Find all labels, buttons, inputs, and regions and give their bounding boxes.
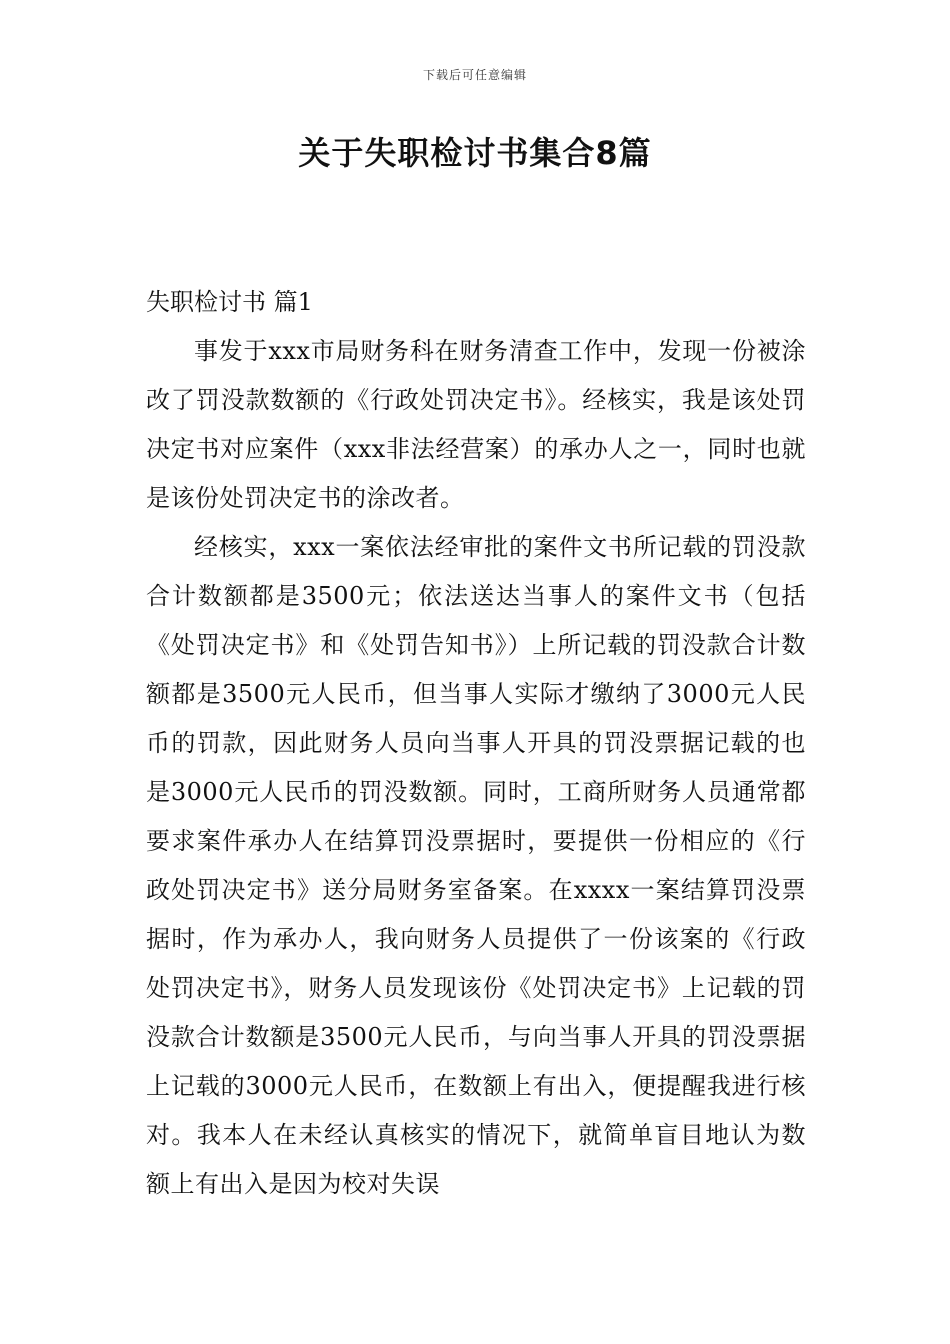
header-note: 下载后可任意编辑 — [422, 68, 527, 82]
document-title: 关于失职检讨书集合8篇 — [298, 134, 652, 172]
paragraph: 经核实，xxx一案依法经审批的案件文书所记载的罚没款合计数额都是3500元；依法送达当事人的案件文书（包括《处罚决定书》和《处罚告知书》）上所记载的罚没款合计数额都是3500元人民币，但当事人实际才缴纳了3000元人民币的罚款，因此财务人员向当事人开具的罚没票据记载的也是3000元人民币的罚没数额。同时，工商所财务人员通常都要求案件承办人在结算罚没票据时，要提供一份相应的《行政处罚决定书》送分局财务室备案。在xxxx一案结算罚没票据时，作为承办人，我向财务人员提供了一份该案的《行政处罚决定书》，财务人员发现该份《处罚决定书》上记载的罚没款合计数额是3500元人民币，与向当事人开具的罚没票据上记载的3000元人民币，在数额上有出入，便提醒我进行核对。我本人在未经认真核实的情况下，就简单盲目地认为数额上有出入是因为校对失误 — [146, 533, 806, 1198]
section-heading: 失职检讨书 篇1 — [146, 288, 313, 316]
paragraph: 事发于xxx市局财务科在财务清查工作中，发现一份被涂改了罚没款数额的《行政处罚决定书》。经核实，我是该处罚决定书对应案件（xxx非法经营案）的承办人之一，同时也就是该份处罚决定书的涂改者。 — [146, 337, 806, 512]
document-body — [146, 278, 806, 1209]
